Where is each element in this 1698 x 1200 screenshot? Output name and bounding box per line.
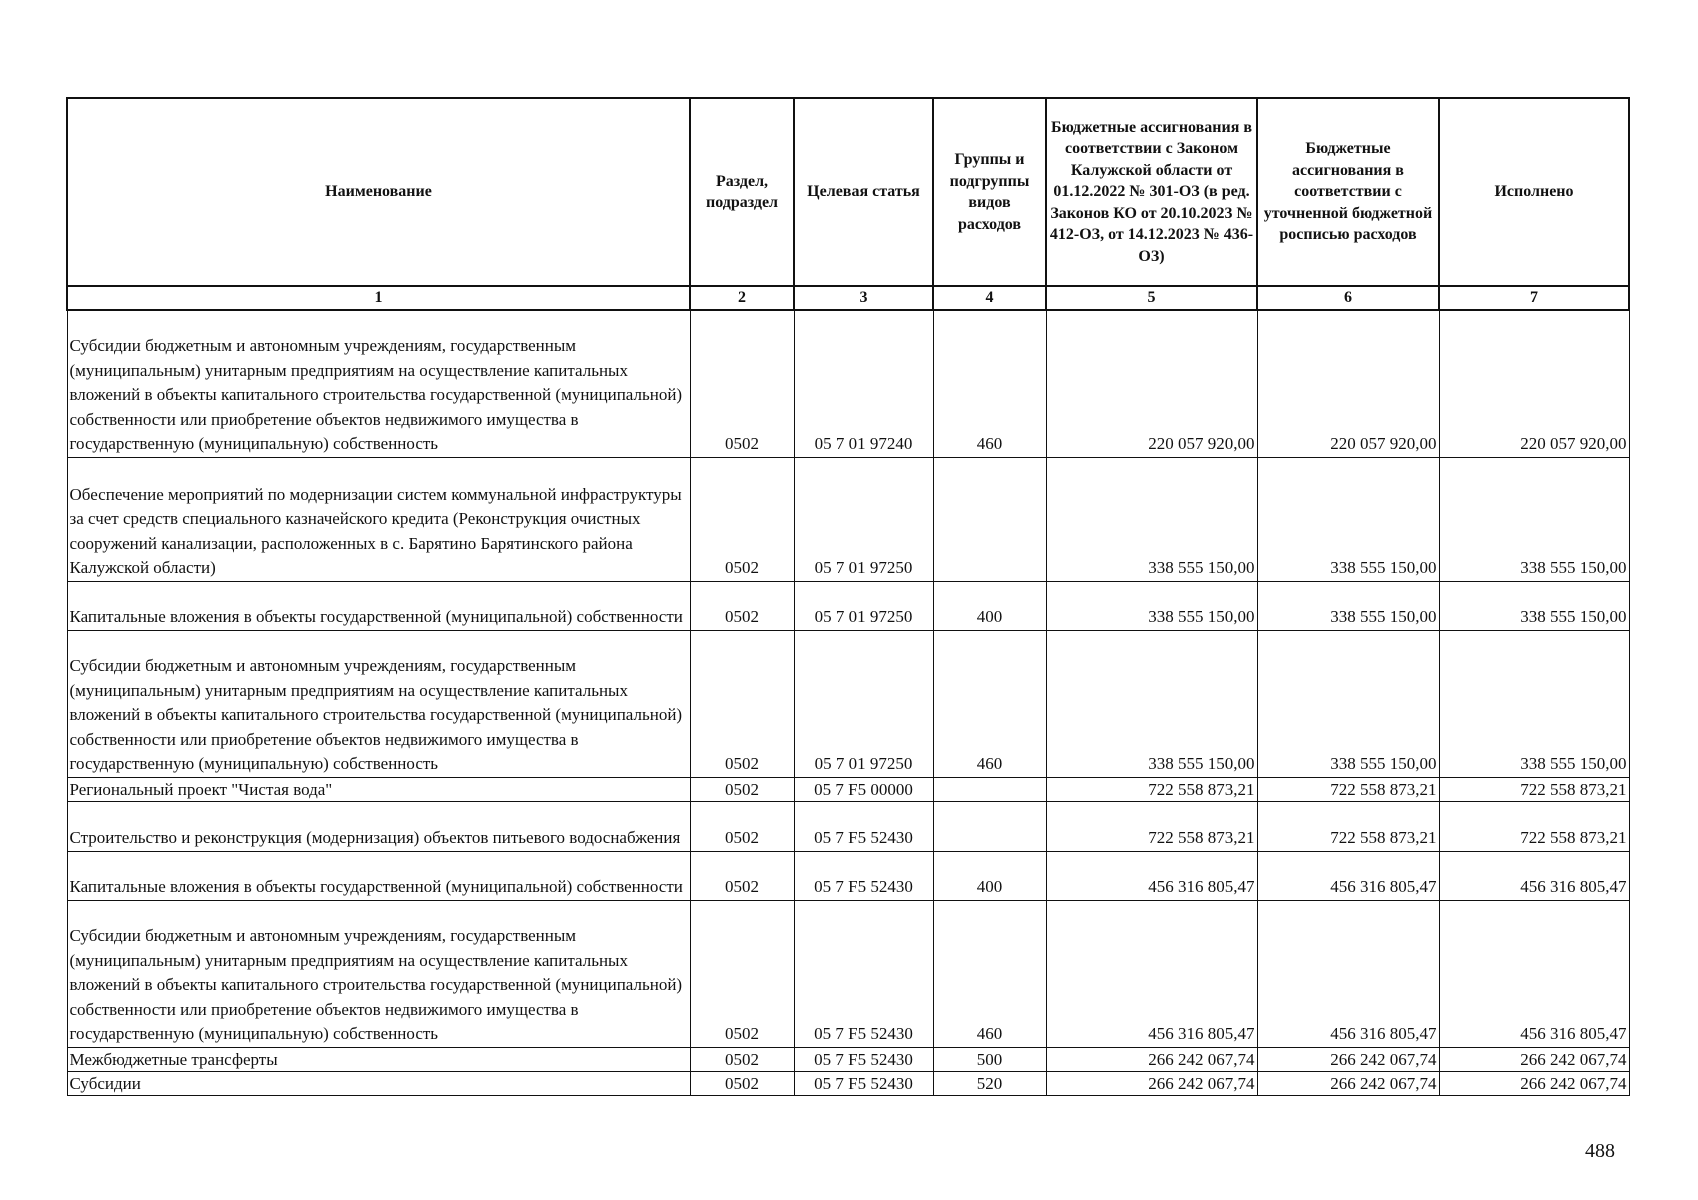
row-name: Субсидии бюджетным и автономным учреждениям, государственным (муниципальным) унитарным предприятиям на осуществление капитальных вложений в объекты капитального строительства государственной (муниципальной) собственности или приобретение объектов недвижимого имущества в государственную (муниципальную) собственность <box>67 630 690 777</box>
row-section: 0502 <box>690 1071 794 1095</box>
header-expense-group: Группы и подгруппы видов расходов <box>933 98 1046 286</box>
row-name: Капитальные вложения в объекты государственной (муниципальной) собственности <box>67 581 690 630</box>
row-name: Капитальные вложения в объекты государственной (муниципальной) собственности <box>67 851 690 900</box>
row-law-amount: 722 558 873,21 <box>1046 801 1257 851</box>
row-law-amount: 338 555 150,00 <box>1046 581 1257 630</box>
row-executed-amount: 722 558 873,21 <box>1439 777 1629 801</box>
column-number: 4 <box>933 286 1046 310</box>
row-section: 0502 <box>690 630 794 777</box>
row-section: 0502 <box>690 581 794 630</box>
row-section: 0502 <box>690 1047 794 1071</box>
row-name: Субсидии бюджетным и автономным учреждениям, государственным (муниципальным) унитарным предприятиям на осуществление капитальных вложений в объекты капитального строительства государственной (муниципальной) собственности или приобретение объектов недвижимого имущества в государственную (муниципальную) собственность <box>67 900 690 1047</box>
column-number: 1 <box>67 286 690 310</box>
row-section: 0502 <box>690 851 794 900</box>
row-expense-group: 460 <box>933 310 1046 457</box>
row-executed-amount: 338 555 150,00 <box>1439 630 1629 777</box>
column-number: 2 <box>690 286 794 310</box>
row-refined-amount: 722 558 873,21 <box>1257 801 1439 851</box>
row-section: 0502 <box>690 777 794 801</box>
header-section: Раздел, подраздел <box>690 98 794 286</box>
row-executed-amount: 456 316 805,47 <box>1439 900 1629 1047</box>
row-target-article: 05 7 F5 52430 <box>794 801 933 851</box>
row-executed-amount: 338 555 150,00 <box>1439 581 1629 630</box>
table-row <box>67 801 1629 851</box>
row-section: 0502 <box>690 310 794 457</box>
row-law-amount: 338 555 150,00 <box>1046 630 1257 777</box>
row-expense-group: 400 <box>933 851 1046 900</box>
header-law-allocations: Бюджетные ассигнования в соответствии с Законом Калужской области от 01.12.2022 № 301-ОЗ (в ред. Законов КО от 20.10.2023 № 412-ОЗ, от 14.12.2023 № 436-ОЗ) <box>1046 98 1257 286</box>
column-number-row <box>67 286 1629 310</box>
table-row <box>67 630 1629 777</box>
table-row <box>67 581 1629 630</box>
header-refined-allocations: Бюджетные ассигнования в соответствии с уточненной бюджетной росписью расходов <box>1257 98 1439 286</box>
row-expense-group <box>933 801 1046 851</box>
row-refined-amount: 220 057 920,00 <box>1257 310 1439 457</box>
row-expense-group: 400 <box>933 581 1046 630</box>
row-target-article: 05 7 01 97250 <box>794 457 933 581</box>
budget-table <box>66 97 1630 1096</box>
row-law-amount: 456 316 805,47 <box>1046 900 1257 1047</box>
row-refined-amount: 338 555 150,00 <box>1257 581 1439 630</box>
row-name: Региональный проект "Чистая вода" <box>67 777 690 801</box>
row-target-article: 05 7 F5 00000 <box>794 777 933 801</box>
row-name: Обеспечение мероприятий по модернизации систем коммунальной инфраструктуры за счет средств специального казначейского кредита (Реконструкция очистных сооружений канализации, расположенных в с. Барятино Барятинского района Калужской области) <box>67 457 690 581</box>
row-law-amount: 456 316 805,47 <box>1046 851 1257 900</box>
table-row <box>67 1071 1629 1095</box>
row-law-amount: 338 555 150,00 <box>1046 457 1257 581</box>
row-refined-amount: 722 558 873,21 <box>1257 777 1439 801</box>
row-target-article: 05 7 01 97240 <box>794 310 933 457</box>
row-expense-group: 460 <box>933 630 1046 777</box>
row-target-article: 05 7 F5 52430 <box>794 1047 933 1071</box>
row-executed-amount: 220 057 920,00 <box>1439 310 1629 457</box>
row-refined-amount: 456 316 805,47 <box>1257 851 1439 900</box>
table-row <box>67 900 1629 1047</box>
row-expense-group <box>933 457 1046 581</box>
column-number: 5 <box>1046 286 1257 310</box>
row-target-article: 05 7 F5 52430 <box>794 1071 933 1095</box>
row-refined-amount: 338 555 150,00 <box>1257 630 1439 777</box>
row-target-article: 05 7 F5 52430 <box>794 900 933 1047</box>
row-expense-group: 520 <box>933 1071 1046 1095</box>
row-name: Субсидии <box>67 1071 690 1095</box>
row-refined-amount: 338 555 150,00 <box>1257 457 1439 581</box>
row-refined-amount: 266 242 067,74 <box>1257 1047 1439 1071</box>
row-name: Субсидии бюджетным и автономным учреждениям, государственным (муниципальным) унитарным предприятиям на осуществление капитальных вложений в объекты капитального строительства государственной (муниципальной) собственности или приобретение объектов недвижимого имущества в государственную (муниципальную) собственность <box>67 310 690 457</box>
row-law-amount: 220 057 920,00 <box>1046 310 1257 457</box>
row-expense-group: 460 <box>933 900 1046 1047</box>
row-name: Межбюджетные трансферты <box>67 1047 690 1071</box>
table-header-row <box>67 98 1629 286</box>
table-row <box>67 777 1629 801</box>
header-name: Наименование <box>67 98 690 286</box>
row-law-amount: 266 242 067,74 <box>1046 1071 1257 1095</box>
row-executed-amount: 722 558 873,21 <box>1439 801 1629 851</box>
page-number: 488 <box>1585 1140 1615 1162</box>
row-expense-group: 500 <box>933 1047 1046 1071</box>
table-row <box>67 1047 1629 1071</box>
row-section: 0502 <box>690 457 794 581</box>
column-number: 6 <box>1257 286 1439 310</box>
row-refined-amount: 266 242 067,74 <box>1257 1071 1439 1095</box>
table-row <box>67 851 1629 900</box>
row-expense-group <box>933 777 1046 801</box>
table-row <box>67 310 1629 457</box>
row-section: 0502 <box>690 900 794 1047</box>
table-row <box>67 457 1629 581</box>
row-executed-amount: 266 242 067,74 <box>1439 1071 1629 1095</box>
row-executed-amount: 338 555 150,00 <box>1439 457 1629 581</box>
row-name: Строительство и реконструкция (модернизация) объектов питьевого водоснабжения <box>67 801 690 851</box>
header-target-article: Целевая статья <box>794 98 933 286</box>
row-executed-amount: 456 316 805,47 <box>1439 851 1629 900</box>
row-executed-amount: 266 242 067,74 <box>1439 1047 1629 1071</box>
row-law-amount: 722 558 873,21 <box>1046 777 1257 801</box>
row-target-article: 05 7 F5 52430 <box>794 851 933 900</box>
row-refined-amount: 456 316 805,47 <box>1257 900 1439 1047</box>
row-law-amount: 266 242 067,74 <box>1046 1047 1257 1071</box>
header-executed: Исполнено <box>1439 98 1629 286</box>
column-number: 3 <box>794 286 933 310</box>
row-section: 0502 <box>690 801 794 851</box>
column-number: 7 <box>1439 286 1629 310</box>
row-target-article: 05 7 01 97250 <box>794 630 933 777</box>
row-target-article: 05 7 01 97250 <box>794 581 933 630</box>
